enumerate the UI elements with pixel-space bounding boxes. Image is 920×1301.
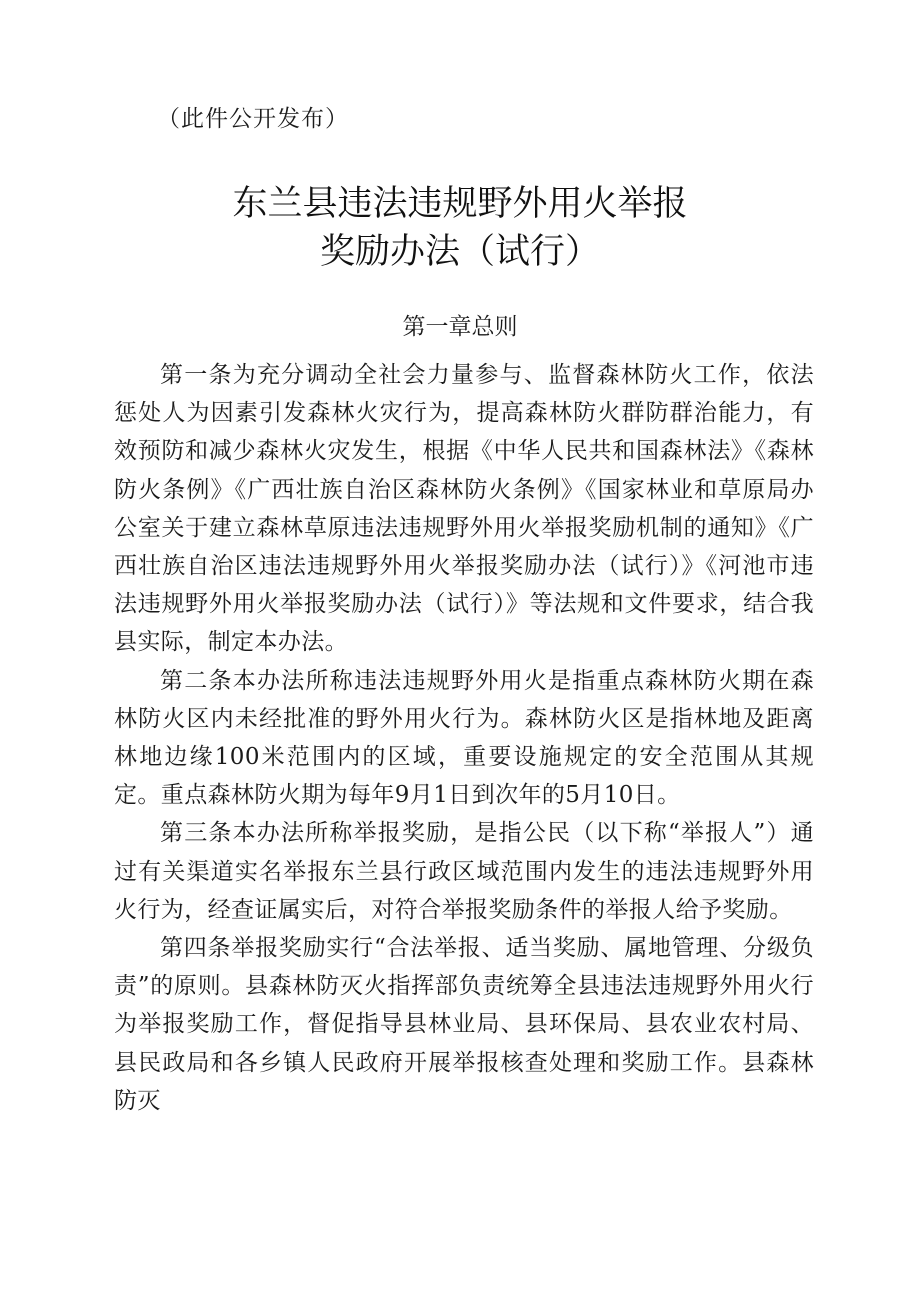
article-1-paragraph: 第一条为充分调动全社会力量参与、监督森林防火工作，依法惩处人为因素引发森林火灾行为，提高森林防火群防群治能力，有效预防和减少森林火灾发生，根据《中华人民共和国森林法》《森林防火条例》《广西壮族自治区森林防火条例》《国家林业和草原局办公室关于建立森林草原违法违规野外用火举报奖励机制的通知》《广西壮族自治区违法违规野外用火举报奖励办法（试行）》《河池市违法违规野外用火举报奖励办法（试行）》等法规和文件要求，结合我县实际，制定本办法。 bbox=[114, 362, 814, 656]
title-line-1: 东兰县违法违规野外用火举报 bbox=[232, 184, 688, 224]
document-body bbox=[114, 356, 814, 1120]
chapter-heading: 第一章总则 bbox=[402, 314, 518, 340]
article-2-paragraph: 第二条本办法所称违法违规野外用火是指重点森林防火期在森林防火区内未经批准的野外用火行为。森林防火区是指林地及距离林地边缘100米范围内的区域，重要设施规定的安全范围从其规定。重点森林防火期为每年9月1日到次年的5月10日。 bbox=[114, 667, 814, 809]
document-title bbox=[0, 180, 920, 276]
publication-notice: （此件公开发布） bbox=[157, 106, 349, 132]
title-line-2: 奖励办法（试行） bbox=[319, 232, 600, 272]
article-4-paragraph: 第四条举报奖励实行“合法举报、适当奖励、属地管理、分级负责”的原则。县森林防灭火指挥部负责统筹全县违法违规野外用火行为举报奖励工作，督促指导县林业局、县环保局、县农业农村局、县民政局和各乡镇人民政府开展举报核查处理和奖励工作。县森林防灭 bbox=[114, 935, 814, 1114]
article-3-paragraph: 第三条本办法所称举报奖励，是指公民（以下称“举报人”）通过有关渠道实名举报东兰县行政区域范围内发生的违法违规野外用火行为，经查证属实后，对符合举报奖励条件的举报人给予奖励。 bbox=[114, 820, 814, 923]
